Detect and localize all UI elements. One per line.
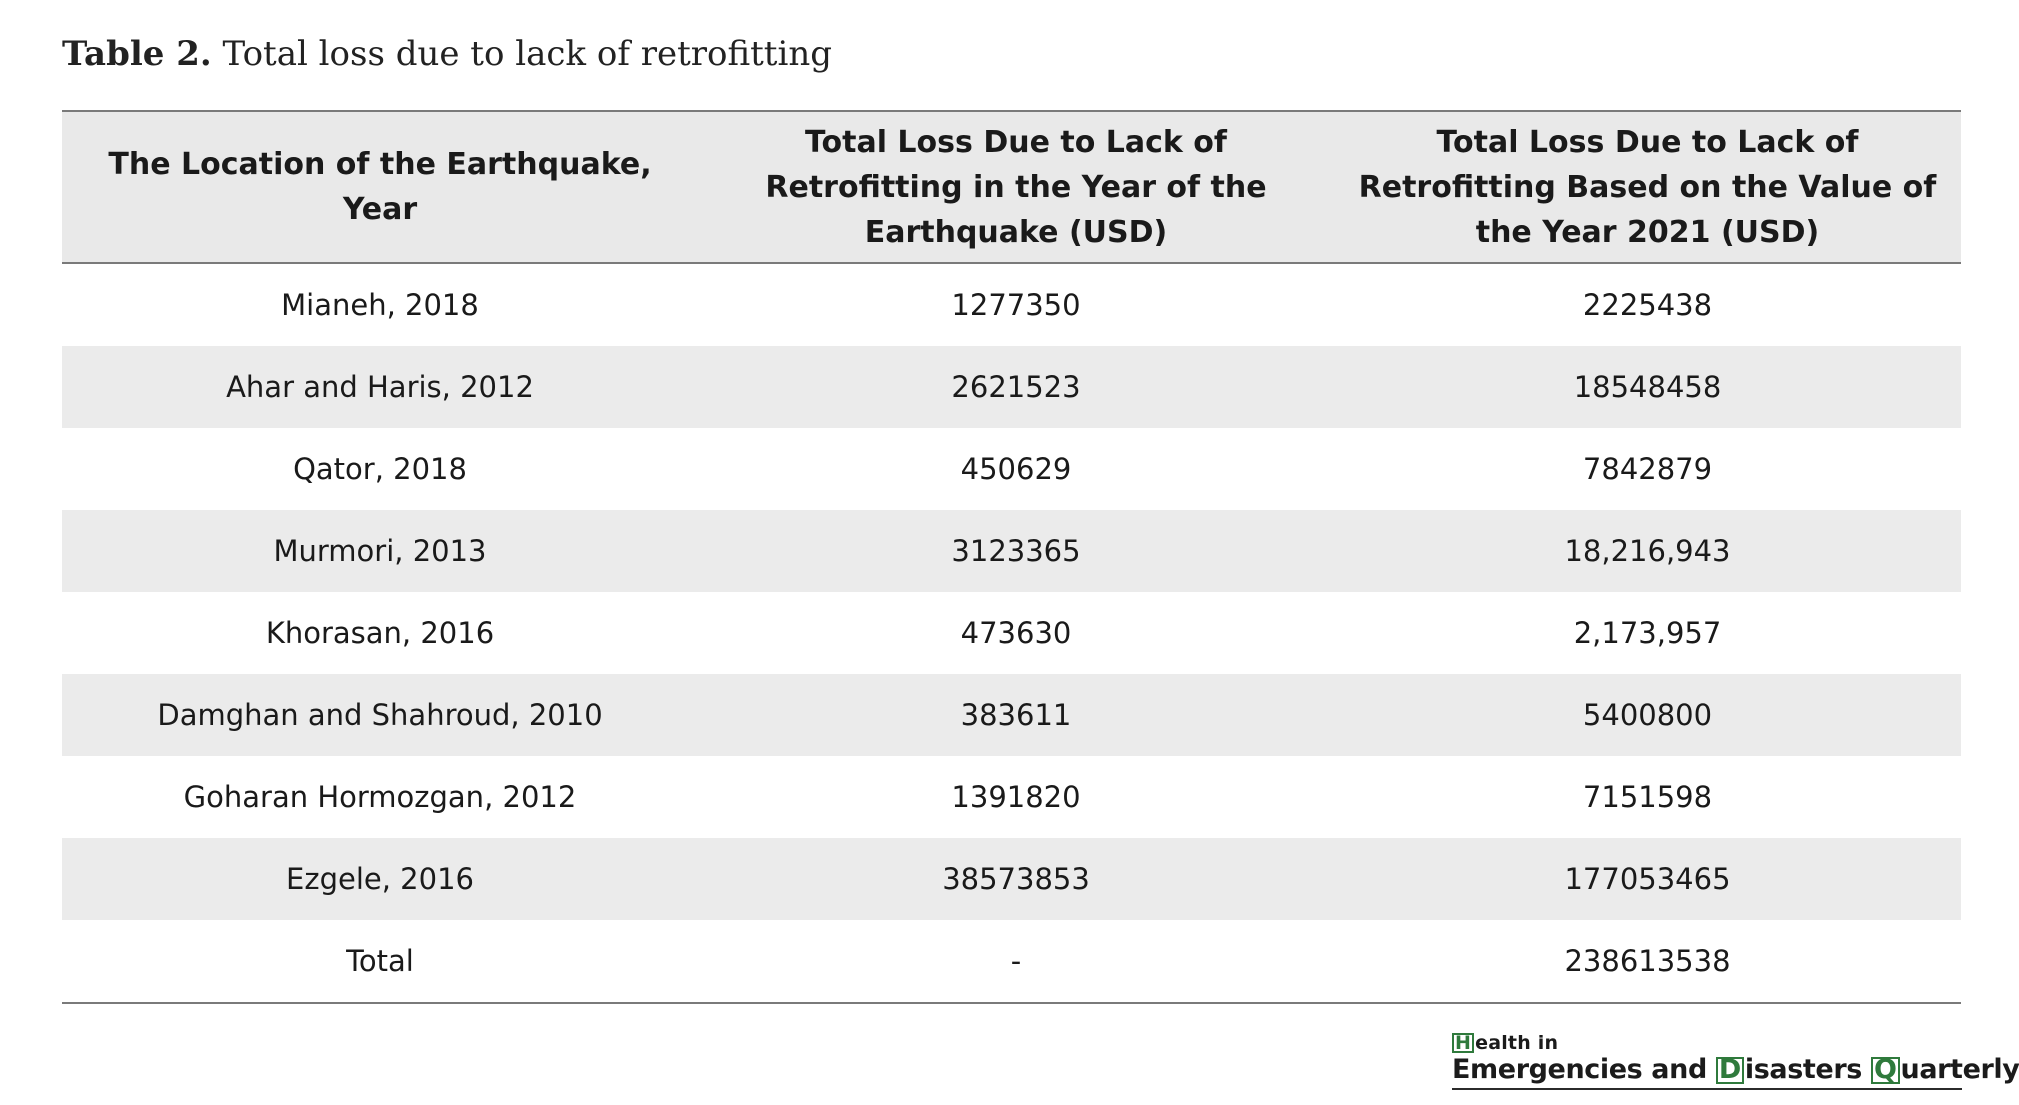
header-row [62, 111, 1961, 263]
logo-initial-h: H [1452, 1033, 1474, 1053]
cell-loss-2021: 18,216,943 [1334, 510, 1961, 592]
cell-location: Ahar and Haris, 2012 [62, 346, 698, 428]
cell-location: Ezgele, 2016 [62, 838, 698, 920]
cell-location: Total [62, 920, 698, 1003]
cell-location: Damghan and Shahroud, 2010 [62, 674, 698, 756]
table-row [62, 756, 1961, 838]
cell-location: Goharan Hormozgan, 2012 [183, 780, 577, 814]
cell-loss-2021: 5400800 [1334, 674, 1961, 756]
logo-text-uarterly: uarterly [1900, 1054, 2019, 1085]
logo-initial-q: Q [1871, 1057, 1900, 1084]
cell-loss-earthquake-year: 473630 [960, 616, 1072, 650]
cell-loss-2021: 2,173,957 [1573, 616, 1722, 650]
cell-loss-earthquake-year: - [698, 920, 1334, 1003]
cell-loss-earthquake-year: 1391820 [951, 780, 1081, 814]
cell-loss-2021: 18548458 [1334, 346, 1961, 428]
cell-location: Qator, 2018 [293, 452, 467, 486]
logo-text-emergencies: Emergencies and [1452, 1054, 1716, 1085]
logo-text-health-in: ealth in [1475, 1032, 1559, 1054]
cell-loss-2021: 2225438 [1582, 288, 1713, 322]
cell-loss-earthquake-year: 3123365 [698, 510, 1334, 592]
table-row [62, 674, 1961, 756]
cell-loss-earthquake-year: 38573853 [698, 838, 1334, 920]
table-row [62, 263, 1961, 346]
cell-loss-2021: 238613538 [1334, 920, 1961, 1003]
table-row [62, 510, 1961, 592]
cell-location: Murmori, 2013 [62, 510, 698, 592]
caption-label: Table 2. [62, 34, 212, 74]
table-caption [62, 34, 832, 74]
table-row [62, 592, 1961, 674]
total-row [62, 920, 1961, 1003]
header-location: The Location of the Earthquake, Year [62, 111, 698, 263]
table-row [62, 346, 1961, 428]
logo-line-1 [1452, 1032, 1962, 1054]
header-loss-earthquake-year: Total Loss Due to Lack of Retrofitting in the Year of the Earthquake (USD) [698, 111, 1334, 263]
cell-location: Khorasan, 2016 [265, 616, 495, 650]
table-row [62, 838, 1961, 920]
caption-title: Total loss due to lack of retrofitting [222, 34, 833, 74]
table-row [62, 428, 1961, 510]
journal-logo [1452, 1032, 2019, 1090]
logo-underline [1452, 1088, 1962, 1090]
cell-loss-2021: 7842879 [1582, 452, 1713, 486]
cell-loss-2021: 177053465 [1334, 838, 1961, 920]
logo-initial-d: D [1716, 1057, 1744, 1084]
cell-loss-earthquake-year: 1277350 [951, 288, 1081, 322]
loss-table [62, 110, 1961, 1004]
cell-loss-earthquake-year: 450629 [960, 452, 1072, 486]
cell-loss-earthquake-year: 2621523 [698, 346, 1334, 428]
cell-loss-2021: 7151598 [1582, 780, 1713, 814]
header-loss-2021: Total Loss Due to Lack of Retrofitting Based on the Value of the Year 2021 (USD) [1334, 111, 1961, 263]
cell-location: Mianeh, 2018 [281, 288, 479, 322]
cell-loss-earthquake-year: 383611 [698, 674, 1334, 756]
logo-text-isasters: isasters [1744, 1054, 1871, 1085]
logo-line-2 [1452, 1054, 2019, 1086]
